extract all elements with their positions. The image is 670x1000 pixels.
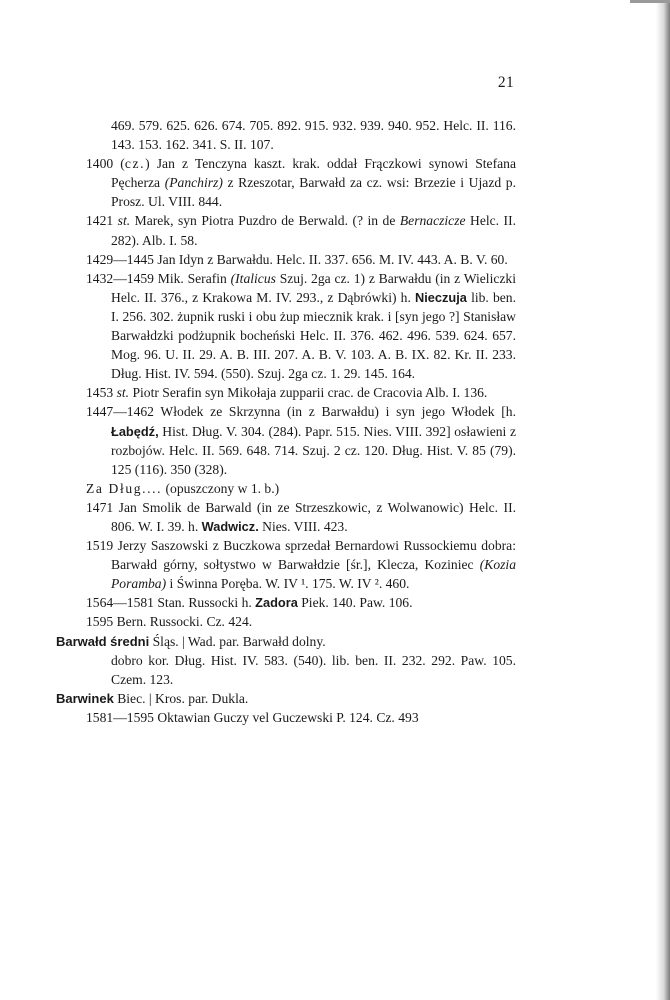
headword-barwald-sredni [56,632,516,651]
entry-text: 469. 579. 625. 626. 674. 705. 892. 915. 932. 939. 940. 952. Helc. II. 116. 143. 153. 162. 341. S. II. 107. [111,118,516,153]
entry-text: 1564—1581 Stan. Russocki h. [86,595,256,611]
entry-1429 [86,250,516,269]
entry-text: 1400 ( [86,156,125,172]
entry-text: 1471 Jan Smolik de Barwald (in ze Strzeszkowic, z Wolwanowic) Helc. II. 806. W. I. 39. h. [86,499,516,534]
entry-text: 1429—1445 Jan Idyn z Barwałdu. Helc. II. 337. 656. M. IV. 443. A. B. V. 60. [86,251,508,267]
entry-barwald-sredni-detail [56,651,516,689]
bold-text: Wadwicz. [201,518,259,534]
entry-za-dlug [86,479,516,498]
entry-text: Szuj. 2ga cz. 1) z Barwałdu (in z Wieliczki Helc. II. 376., z Krakowa M. IV. 293., z Dąbrówki) h. [111,270,516,305]
entry-1471 [86,498,516,536]
entry-1581 [86,708,516,727]
entry-text: z Rzeszotar, Barwałd za cz. wsi: Brzezie i Ujazd p. Prosz. Ul. VIII. 844. [111,175,516,210]
bold-text: Łabędź, [111,423,159,439]
entry-text: 1432—1459 Mik. Serafin [86,270,231,286]
entry-text: Piek. 140. Paw. 106. [297,595,413,611]
entry-text: Śląs. | Wad. par. Barwałd dolny. [149,633,326,649]
entry-text: ) Jan z Tenczyna kaszt. krak. oddał Frączkowi synowi Stefana Pęcherza [111,156,516,191]
entry-text: (opuszczony w 1. b.) [162,480,280,496]
entry-text: Nies. VIII. 423. [258,518,348,534]
entry-text: 1581—1595 Oktawian Guczy vel Guczewski P. 124. Cz. 493 [86,709,419,725]
entry-1447 [86,402,516,478]
entry-continuation [111,116,516,154]
entry-1564 [86,593,516,612]
entry-text: 1453 [86,385,117,401]
entry-text: Piotr Serafin syn Mikołaja zupparii crac. de Cracovia Alb. I. 136. [129,385,488,401]
entry-1595 [86,612,516,631]
italic-text: (Italicus [230,270,276,286]
italic-text: Bernaczicze [399,213,466,229]
entry-text: lib. ben. I. 256. 302. żupnik ruski i obu żup miecznik krak. i [syn jego ?] Stanisław Barwałdzki podżupnik bocheński Helc. II. 376. 462. 496. 539. 624. 657. Mog. 96. U. II. 29. A. B. III. 207. A. B. V. 103. A. B. IX. 82. Kr. II. 233. Dług. Hist. IV. 594. (550). Szuj. 2ga cz. 1. 29. 145. 164. [111,289,516,382]
entry-text: dobro kor. Dług. Hist. IV. 583. (540). lib. ben. II. 232. 292. Paw. 105. Czem. 123. [111,652,516,687]
spaced-text: cz. [124,156,146,172]
entry-1400 [86,154,516,211]
headword: Barwinek [56,690,114,706]
italic-text: (Kozia Poramba) [111,557,516,592]
entry-1432 [86,269,516,384]
scan-edge-shadow [656,0,670,1000]
page-number: 21 [497,74,514,91]
entry-text: 1447—1462 Włodek ze Skrzynna (in z Barwałdu) i syn jego Włodek [h. [86,404,516,420]
entry-text: 1519 Jerzy Saszowski z Buczkowa sprzedał Bernardowi Russockiemu dobra: Barwałd górny, sołtystwo w Barwałdzie [śr.], Klecza, Koziniec [86,538,516,573]
italic-text: st. [116,385,130,401]
entry-text: Biec. | Kros. par. Dukla. [113,690,249,706]
headword-barwinek [56,689,516,708]
italic-text: st. [117,213,131,229]
entry-text: Helc. II. 282). Alb. I. 58. [111,213,517,248]
entry-1453 [86,383,516,402]
italic-text: (Panchirz) [164,175,223,191]
entry-list [56,116,516,727]
spaced-text: Za Dług.... [86,480,163,496]
entry-text: 1421 [86,213,118,229]
entry-text: 1595 Bern. Russocki. Cz. 424. [86,614,253,630]
entry-1421 [86,211,516,249]
entry-text: Marek, syn Piotra Puzdro de Berwald. (? in de [130,213,400,229]
entry-text: Hist. Dług. V. 304. (284). Papr. 515. Nies. VIII. 392] osławieni z rozbojów. Helc. II. 569. 648. 714. Szuj. 2 cz. 120. Dług. Hist. V. 85 (79). 125 (116). 350 (328). [111,423,516,477]
bold-text: Nieczuja [415,289,467,305]
headword: Barwałd średni [56,633,150,649]
bold-text: Zadora [255,595,298,611]
entry-text: i Świnna Poręba. W. IV ¹. 175. W. IV ². 460. [166,576,410,592]
scan-top-mark [630,0,670,3]
entry-1519 [86,536,516,593]
